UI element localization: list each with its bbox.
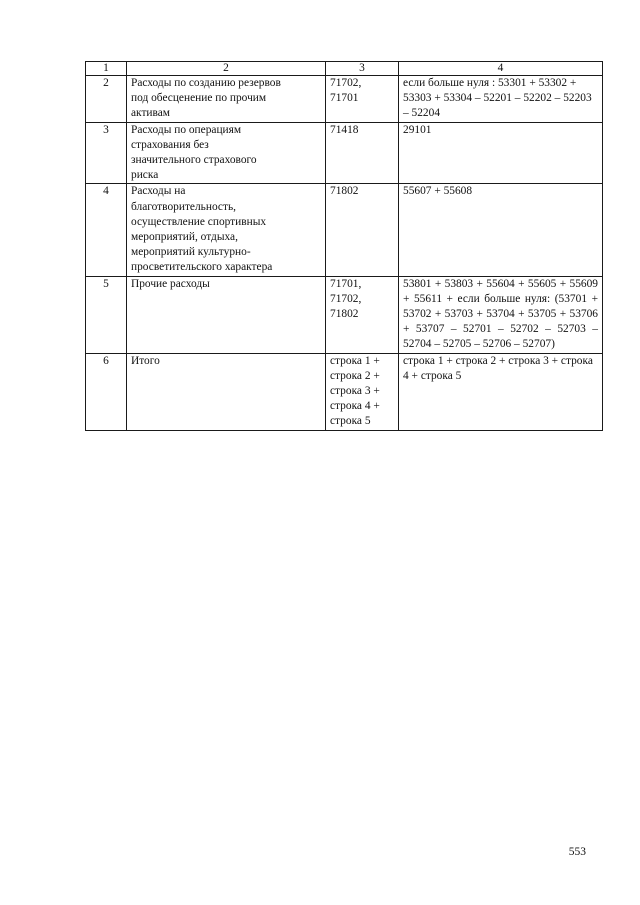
header-col-2: 2 <box>127 62 326 76</box>
table-row <box>86 353 603 430</box>
row-formula: 29101 <box>399 122 603 184</box>
row-number: 2 <box>86 76 127 123</box>
row-formula: 55607 + 55608 <box>399 184 603 276</box>
row-accounts: 71418 <box>326 122 399 184</box>
row-number: 5 <box>86 276 127 353</box>
row-name: Расходы по созданию резервов под обесценение по прочим активам <box>127 76 326 123</box>
row-accounts: 71702, 71701 <box>326 76 399 123</box>
row-accounts: 71701, 71702, 71802 <box>326 276 399 353</box>
header-row <box>86 62 603 76</box>
row-number: 3 <box>86 122 127 184</box>
header-col-4: 4 <box>399 62 603 76</box>
table-row <box>86 184 603 276</box>
header-col-3: 3 <box>326 62 399 76</box>
row-formula: если больше нуля : 53301 + 53302 + 53303 + 53304 – 52201 – 52202 – 52203 – 52204 <box>399 76 603 123</box>
row-name: Расходы на благотворительность, осуществление спортивных мероприятий, отдыха, мероприятий культурно-просветительского характера <box>127 184 326 276</box>
row-number: 4 <box>86 184 127 276</box>
expenses-table <box>85 61 603 431</box>
page-number: 553 <box>568 846 586 858</box>
table-row <box>86 76 603 123</box>
header-col-1: 1 <box>86 62 127 76</box>
row-number: 6 <box>86 353 127 430</box>
row-accounts: 71802 <box>326 184 399 276</box>
table-row <box>86 276 603 353</box>
table-row <box>86 122 603 184</box>
row-accounts: строка 1 + строка 2 + строка 3 + строка 4 + строка 5 <box>326 353 399 430</box>
row-name: Прочие расходы <box>127 276 326 353</box>
row-formula: строка 1 + строка 2 + строка 3 + строка 4 + строка 5 <box>399 353 603 430</box>
row-name: Итого <box>127 353 326 430</box>
row-formula: 53801 + 53803 + 55604 + 55605 + 55609 + 55611 + если больше нуля: (53701 + 53702 + 53703 + 53704 + 53705 + 53706 + 53707 – 52701 – 52702 – 52703 – 52704 – 52705 – 52706 – 52707) <box>399 276 603 353</box>
row-name: Расходы по операциям страхования без значительного страхового риска <box>127 122 326 184</box>
